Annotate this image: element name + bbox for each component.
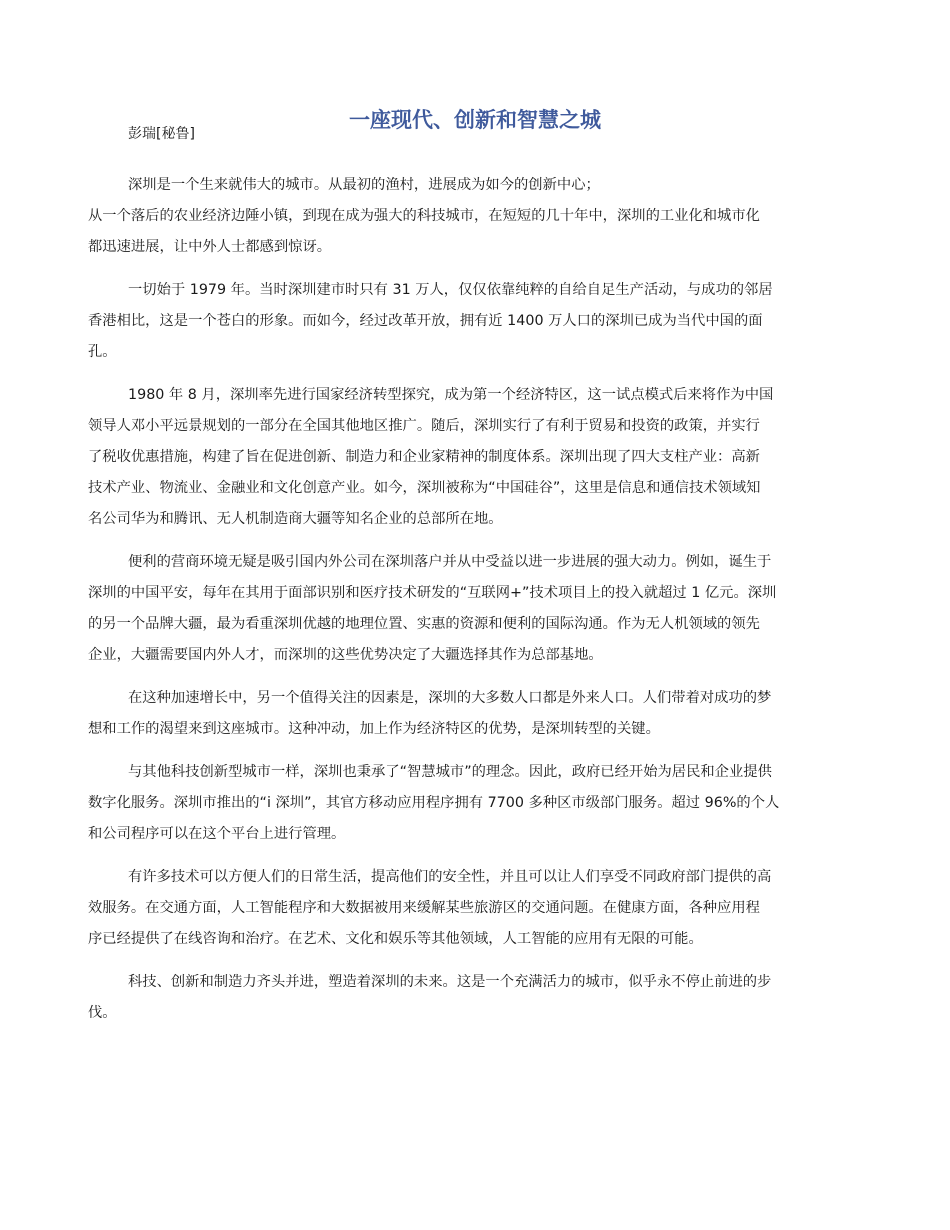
paragraph-line: 科技、创新和制造力齐头并进，塑造着深圳的未来。这是一个充满活力的城市，似乎永不停止前进的步 [128,974,772,990]
author-line: 彭瑞[秘鲁] [128,126,195,142]
paragraph-6 [88,757,862,850]
paragraph-line: 孔。 [88,344,117,360]
paragraph-line: 和公司程序可以在这个平台上进行管理。 [88,826,346,842]
paragraph-line: 都迅速进展，让中外人士都感到惊讶。 [88,239,332,255]
paragraph-line: 一切始于 1979 年。当时深圳建市时只有 31 万人，仅仅依靠纯粹的自给自足生产活动，与成功的邻居 [128,282,773,298]
paragraph-7 [88,862,862,955]
document-page [88,104,862,1029]
paragraph-2 [88,275,862,368]
paragraph-4 [88,547,862,671]
paragraph-line: 便利的营商环境无疑是吸引国内外公司在深圳落户并从中受益以进一步进展的强大动力。例如，诞生于 [128,554,772,570]
paragraph-line: 效服务。在交通方面，人工智能程序和大数据被用来缓解某些旅游区的交通问题。在健康方面，各种应用程 [88,900,760,916]
paragraph-line: 从一个落后的农业经济边陲小镇，到现在成为强大的科技城市，在短短的几十年中，深圳的工业化和城市化 [88,208,760,224]
paragraph-line: 企业，大疆需要国内外人才，而深圳的这些优势决定了大疆选择其作为总部基地。 [88,647,603,663]
paragraph-line: 在这种加速增长中，另一个值得关注的因素是，深圳的大多数人口都是外来人口。人们带着对成功的梦 [128,690,772,706]
paragraph-line: 1980 年 8 月，深圳率先进行国家经济转型探究，成为第一个经济特区，这一试点模式后来将作为中国 [128,387,774,403]
paragraph-line: 数字化服务。深圳市推出的“i 深圳”，其官方移动应用程序拥有 7700 多种区市级部门服务。超过 96%的个人 [88,795,780,811]
paragraph-line: 香港相比，这是一个苍白的形象。而如今，经过改革开放，拥有近 1400 万人口的深圳已成为当代中国的面 [88,313,763,329]
paragraph-line: 想和工作的渴望来到这座城市。这种冲动，加上作为经济特区的优势，是深圳转型的关键。 [88,721,660,737]
paragraph-line: 的另一个品牌大疆，最为看重深圳优越的地理位置、实惠的资源和便利的国际沟通。作为无人机领域的领先 [88,616,760,632]
paragraph-3 [88,380,862,535]
paragraph-5 [88,683,862,745]
paragraph-line: 有许多技术可以方便人们的日常生活，提高他们的安全性，并且可以让人们享受不同政府部门提供的高 [128,869,772,885]
paragraph-line: 名公司华为和腾讯、无人机制造商大疆等知名企业的总部所在地。 [88,511,503,527]
paragraph-line: 伐。 [88,1005,117,1021]
paragraph-line: 深圳的中国平安，每年在其用于面部识别和医疗技术研发的“互联网+”技术项目上的投入就超过 1 亿元。深圳 [88,585,777,601]
paragraph-line: 技术产业、物流业、金融业和文化创意产业。如今，深圳被称为“中国硅谷”，这里是信息和通信技术领域知 [88,480,761,496]
paragraph-8 [88,967,862,1029]
paragraph-line: 领导人邓小平远景规划的一部分在全国其他地区推广。随后，深圳实行了有利于贸易和投资的政策，并实行 [88,418,760,434]
paragraph-line: 与其他科技创新型城市一样，深圳也秉承了“智慧城市”的理念。因此，政府已经开始为居民和企业提供 [128,764,772,780]
document-title: 一座现代、创新和智慧之城 [349,108,601,132]
paragraph-line: 了税收优惠措施，构建了旨在促进创新、制造力和企业家精神的制度体系。深圳出现了四大支柱产业：高新 [88,449,760,465]
paragraph-line: 深圳是一个生来就伟大的城市。从最初的渔村，进展成为如今的创新中心； [128,177,600,193]
paragraph-1 [88,170,862,263]
paragraph-line: 序已经提供了在线咨询和治疗。在艺术、文化和娱乐等其他领域，人工智能的应用有无限的可能。 [88,931,703,947]
